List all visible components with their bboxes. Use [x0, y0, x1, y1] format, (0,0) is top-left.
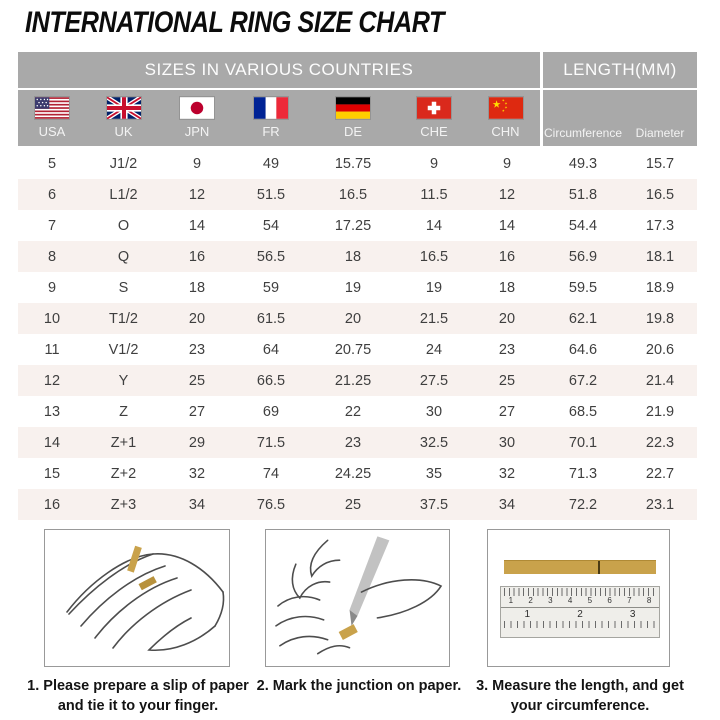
table-cell: 21.9	[645, 403, 675, 420]
table-row	[18, 148, 697, 179]
table-cell: 15.7	[645, 155, 675, 172]
table-cell: L1/2	[109, 186, 138, 203]
table-cell: 71.3	[568, 465, 598, 482]
table-cell: 30	[498, 434, 516, 451]
table-cell: 6	[47, 186, 57, 203]
ruler-number: 6	[607, 596, 612, 605]
ruler-number: 1	[508, 596, 514, 605]
table-cell: 9	[47, 279, 57, 296]
table-cell: 10	[43, 310, 61, 327]
table-cell: T1/2	[108, 310, 138, 327]
table-cell: Z+2	[110, 465, 137, 482]
ruler-number: 2	[528, 596, 533, 605]
column-header-usa	[18, 90, 86, 146]
table-row	[18, 241, 697, 272]
group-header-sizes: SIZES IN VARIOUS COUNTRIES	[18, 52, 540, 88]
table-cell: 24.25	[334, 465, 372, 482]
table-cell: 62.1	[568, 310, 598, 327]
ruler	[500, 586, 660, 638]
table-cell: 14	[188, 217, 206, 234]
ruler-ticks-top	[504, 588, 656, 596]
table-cell: 25	[344, 496, 362, 513]
table-cell: 9	[429, 155, 439, 172]
table-cell: 7	[47, 217, 57, 234]
table-cell: 18	[188, 279, 206, 296]
table-cell: 22.3	[645, 434, 675, 451]
japan-flag-icon	[180, 97, 214, 119]
table-cell: 15	[43, 465, 61, 482]
table-cell: 54	[262, 217, 280, 234]
table-cell: 64.6	[568, 341, 598, 358]
table-row	[18, 179, 697, 210]
column-header-de	[309, 90, 397, 146]
table-cell: 70.1	[568, 434, 598, 451]
table-cell: 49	[262, 155, 280, 172]
table-cell: 20.6	[645, 341, 675, 358]
hand-with-paper-slip-illustration	[45, 530, 229, 666]
table-cell: 14	[43, 434, 61, 451]
table-row	[18, 272, 697, 303]
hand-marking-junction-illustration	[266, 530, 449, 666]
instruction-illustration-1	[44, 529, 230, 667]
table-row	[18, 334, 697, 365]
table-cell: 23.1	[645, 496, 675, 513]
table-cell: 32	[188, 465, 206, 482]
column-header-diameter: Diameter	[635, 126, 685, 140]
table-cell: 12	[43, 372, 61, 389]
table-row	[18, 365, 697, 396]
table-cell: 23	[498, 341, 516, 358]
instruction-caption-1: 1. Please prepare a slip of paper and tie it to your finger.	[27, 678, 249, 715]
paper-strip	[504, 560, 656, 574]
table-cell: 23	[188, 341, 206, 358]
table-cell: 16.5	[645, 186, 675, 203]
table-cell: 51.5	[256, 186, 286, 203]
table-cell: 51.8	[568, 186, 598, 203]
table-cell: 17.3	[645, 217, 675, 234]
country-header-row	[18, 90, 540, 146]
column-header-che	[397, 90, 471, 146]
table-cell: 16	[498, 248, 516, 265]
table-cell: 8	[47, 248, 57, 265]
page-title: INTERNATIONAL RING SIZE CHART	[25, 6, 445, 39]
table-cell: Z+1	[110, 434, 137, 451]
group-header-length: LENGTH(MM)	[543, 52, 697, 88]
table-cell: 54.4	[568, 217, 598, 234]
table-cell: 19	[425, 279, 443, 296]
ruler-number: 8	[646, 596, 652, 605]
switzerland-flag-icon	[417, 97, 451, 119]
table-cell: 15.75	[334, 155, 372, 172]
table-cell: 76.5	[256, 496, 286, 513]
table-cell: 19	[344, 279, 362, 296]
table-cell: 32	[498, 465, 516, 482]
table-row	[18, 458, 697, 489]
length-header-row	[543, 90, 697, 146]
table-cell: 23	[344, 434, 362, 451]
table-cell: 56.5	[256, 248, 286, 265]
table-cell: 56.9	[568, 248, 598, 265]
ruler-divider	[501, 607, 659, 608]
ruler-number: 3	[629, 609, 636, 620]
table-cell: Q	[117, 248, 130, 265]
table-cell: 13	[43, 403, 61, 420]
table-cell: 34	[498, 496, 516, 513]
table-cell: 11	[44, 341, 60, 358]
table-cell: 24	[425, 341, 443, 358]
country-code-label: JPN	[184, 124, 210, 139]
table-cell: 16	[43, 496, 61, 513]
pen-mark	[598, 561, 600, 574]
table-cell: 21.25	[334, 372, 372, 389]
table-cell: 16	[188, 248, 206, 265]
table-body	[18, 148, 697, 520]
table-cell: J1/2	[109, 155, 138, 172]
table-cell: 20.75	[334, 341, 372, 358]
table-cell: 64	[262, 341, 280, 358]
table-row	[18, 396, 697, 427]
table-cell: 71.5	[256, 434, 286, 451]
table-cell: 69	[262, 403, 280, 420]
column-header-fr	[233, 90, 309, 146]
instruction-caption-2: 2. Mark the junction on paper.	[256, 678, 462, 694]
table-cell: 72.2	[568, 496, 598, 513]
column-header-uk	[86, 90, 161, 146]
table-cell: 14	[425, 217, 443, 234]
table-cell: 32.5	[419, 434, 449, 451]
china-flag-icon	[489, 97, 523, 119]
ruler-cm-scale	[501, 596, 659, 606]
country-code-label: FR	[262, 124, 280, 139]
table-cell: 37.5	[419, 496, 449, 513]
ruler-number: 1	[524, 609, 531, 620]
ruler-number: 4	[567, 596, 573, 605]
table-group-header	[18, 52, 697, 88]
table-cell: 20	[344, 310, 362, 327]
ruler-number: 5	[587, 596, 593, 605]
ruler-ticks-bottom	[504, 621, 656, 628]
table-cell: O	[117, 217, 130, 234]
table-cell: 66.5	[256, 372, 286, 389]
table-cell: Z	[119, 403, 128, 420]
table-row	[18, 489, 697, 520]
table-cell: 9	[192, 155, 202, 172]
table-cell: 12	[188, 186, 206, 203]
table-cell: 59.5	[568, 279, 598, 296]
table-cell: 25	[498, 372, 516, 389]
table-cell: Z+3	[110, 496, 137, 513]
table-cell: 18	[498, 279, 516, 296]
country-code-label: CHE	[420, 124, 448, 139]
country-code-label: CHN	[491, 124, 520, 139]
table-cell: 59	[262, 279, 280, 296]
germany-flag-icon	[336, 97, 370, 119]
table-cell: 22	[344, 403, 362, 420]
table-cell: 18.9	[645, 279, 675, 296]
column-header-chn	[471, 90, 540, 146]
table-cell: 30	[425, 403, 443, 420]
ruler-number: 3	[548, 596, 553, 605]
table-cell: 49.3	[568, 155, 598, 172]
table-cell: 29	[188, 434, 206, 451]
table-cell: 22.7	[645, 465, 675, 482]
table-row	[18, 210, 697, 241]
table-cell: 61.5	[256, 310, 286, 327]
table-row	[18, 427, 697, 458]
france-flag-icon	[254, 97, 288, 119]
column-header-circumference: Circumference	[543, 126, 623, 140]
table-cell: 21.5	[419, 310, 449, 327]
table-cell: 14	[498, 217, 516, 234]
table-cell: 74	[262, 465, 280, 482]
table-cell: 34	[188, 496, 206, 513]
ring-size-table	[18, 52, 697, 520]
table-cell: 25	[188, 372, 206, 389]
table-cell: 18.1	[645, 248, 675, 265]
table-column-header	[18, 90, 697, 146]
table-cell: 18	[344, 248, 362, 265]
country-code-label: DE	[343, 124, 363, 139]
table-cell: 67.2	[568, 372, 598, 389]
table-cell: 21.4	[645, 372, 675, 389]
table-cell: 27	[188, 403, 206, 420]
table-cell: 68.5	[568, 403, 598, 420]
table-cell: 27.5	[419, 372, 449, 389]
table-cell: 9	[502, 155, 512, 172]
table-cell: S	[118, 279, 129, 296]
table-cell: 35	[425, 465, 443, 482]
table-row	[18, 303, 697, 334]
ruler-number: 2	[577, 609, 583, 620]
ruler-inch-scale	[501, 609, 659, 621]
column-header-jpn	[161, 90, 233, 146]
uk-flag-icon	[107, 97, 141, 119]
table-cell: 5	[47, 155, 57, 172]
country-code-label: UK	[114, 124, 133, 139]
table-cell: V1/2	[108, 341, 139, 358]
ruler-number: 7	[627, 596, 632, 605]
table-cell: Y	[118, 372, 129, 389]
table-cell: 12	[498, 186, 516, 203]
instruction-illustration-2	[265, 529, 450, 667]
table-cell: 16.5	[338, 186, 368, 203]
country-code-label: USA	[38, 124, 66, 139]
usa-flag-icon	[35, 97, 69, 119]
table-cell: 16.5	[419, 248, 449, 265]
table-cell: 17.25	[334, 217, 372, 234]
table-cell: 11.5	[420, 186, 448, 203]
table-cell: 20	[188, 310, 206, 327]
table-cell: 19.8	[645, 310, 675, 327]
table-cell: 27	[498, 403, 516, 420]
instruction-caption-3: 3. Measure the length, and get your circumference.	[476, 678, 684, 715]
instruction-illustration-3	[487, 529, 670, 667]
table-cell: 20	[498, 310, 516, 327]
